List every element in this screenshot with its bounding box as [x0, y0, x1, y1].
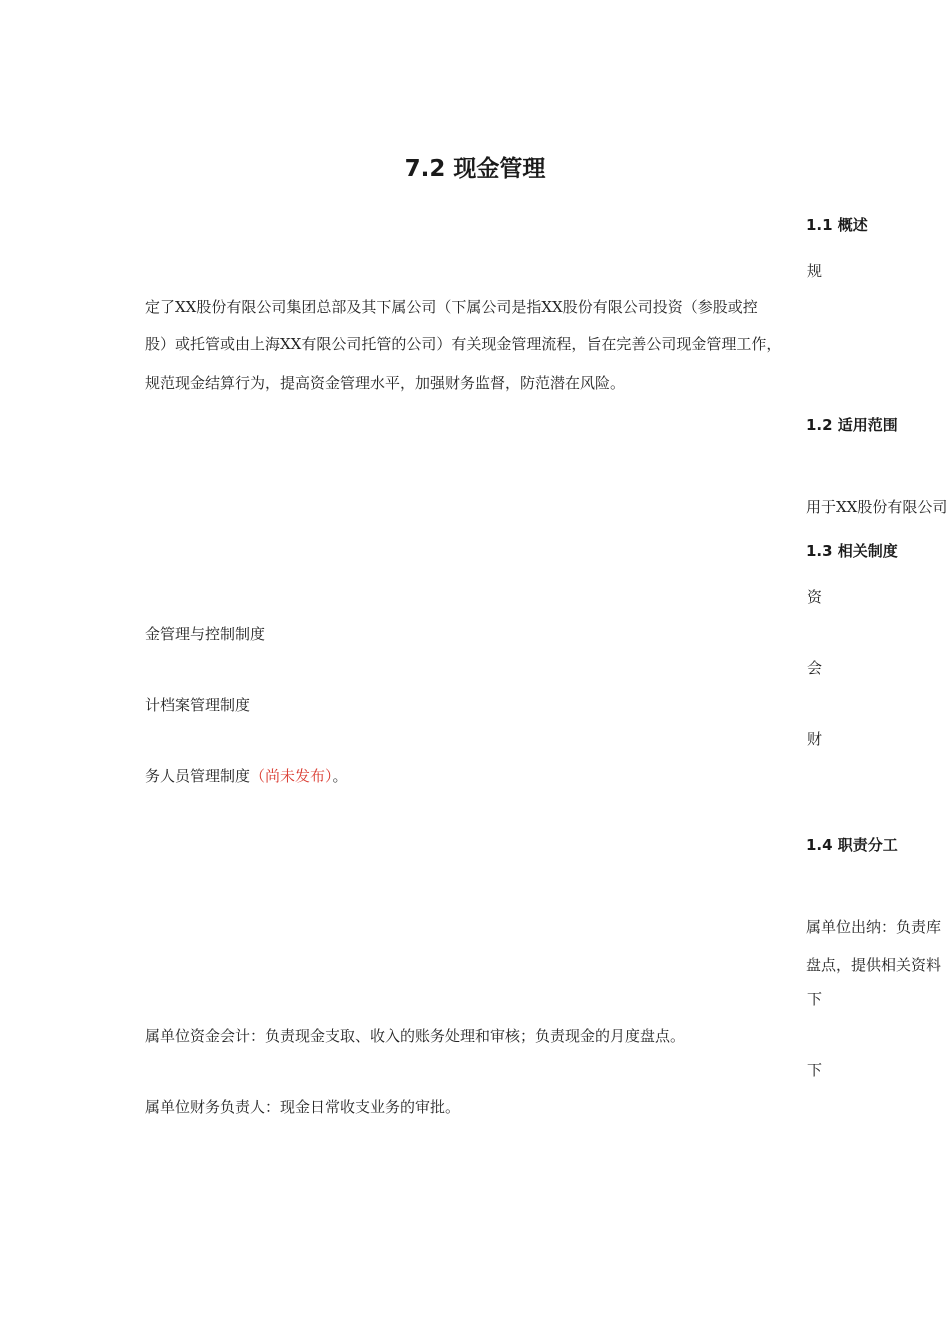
policy-3-fragment: 财 [807, 730, 823, 748]
policy-3-line [145, 766, 348, 786]
duty-3-text: 属单位财务负责人：现金日常收支业务的审批。 [145, 1098, 461, 1116]
duty-1-fragment-a: 属单位出纳：负责库 [806, 918, 942, 936]
policy-1-text: 金管理与控制制度 [145, 625, 266, 643]
policy-2-text: 计档案管理制度 [145, 696, 251, 714]
policy-2-fragment: 会 [807, 659, 823, 677]
overview-line-2: 股）或托管或由上海XX有限公司托管的公司）有关现金管理流程，旨在完善公司现金管理工作， [145, 335, 782, 353]
section-heading-responsibilities: 1.4 职责分工 [806, 836, 898, 854]
policy-1-fragment: 资 [807, 588, 823, 606]
section-heading-related-policies: 1.3 相关制度 [806, 542, 898, 560]
overview-fragment: 规 [807, 262, 823, 280]
section-heading-scope: 1.2 适用范围 [806, 416, 898, 434]
policy-3-status-note: （尚未发布） [250, 767, 333, 785]
section-heading-overview: 1.1 概述 [806, 216, 868, 234]
page-title: 7.2 现金管理 [404, 156, 546, 182]
scope-fragment: 用于XX股份有限公司 [806, 498, 948, 516]
overview-line-1: 定了XX股份有限公司集团总部及其下属公司（下属公司是指XX股份有限公司投资（参股或控 [145, 298, 758, 316]
duty-2-text: 属单位资金会计：负责现金支取、收入的账务处理和审核；负责现金的月度盘点。 [145, 1027, 686, 1045]
policy-3-text: 务人员管理制度 [145, 767, 251, 785]
duty-1-fragment-b: 盘点，提供相关资料 [806, 956, 942, 974]
duty-2-fragment: 下 [807, 990, 823, 1008]
duty-3-fragment: 下 [807, 1061, 823, 1079]
overview-line-3: 规范现金结算行为，提高资金管理水平，加强财务监督，防范潜在风险。 [145, 374, 626, 392]
policy-3-end: 。 [332, 767, 348, 785]
